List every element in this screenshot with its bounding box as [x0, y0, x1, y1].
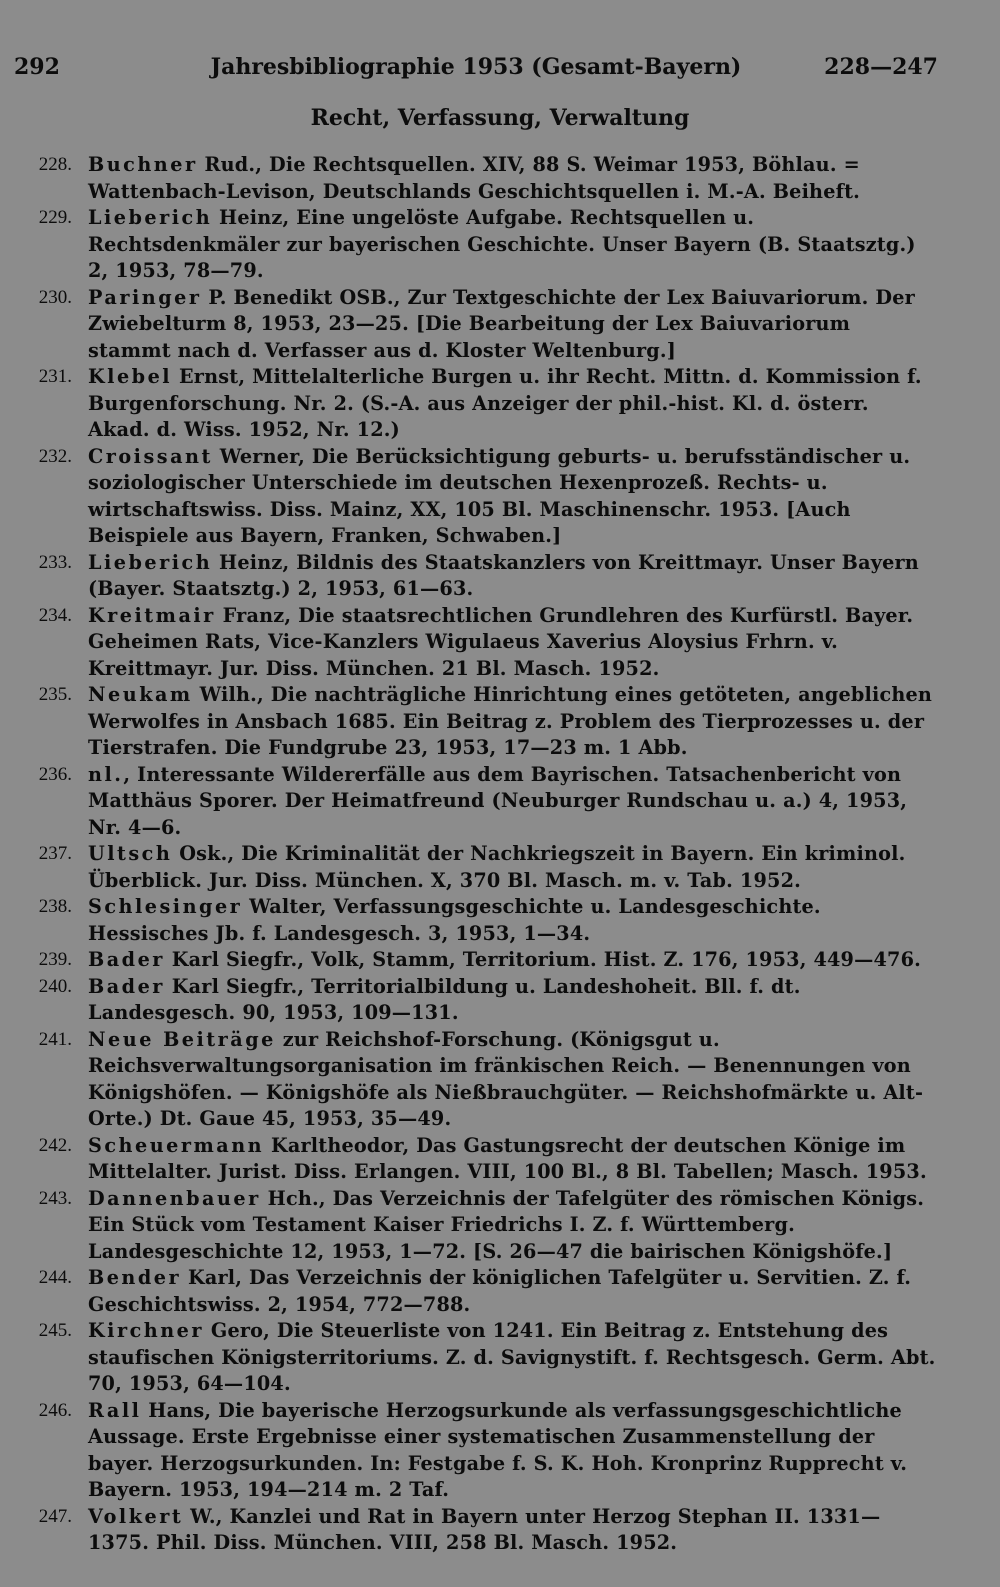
entry-body — [88, 1187, 924, 1263]
entry-body — [88, 206, 916, 282]
entry-author: Bader — [88, 948, 165, 971]
entry-author: Dannenbauer — [88, 1186, 261, 1210]
entry-body — [88, 1505, 880, 1555]
entry-body — [88, 153, 860, 203]
bibliography-entry — [24, 682, 936, 762]
entry-body — [88, 975, 801, 1025]
bibliography-entry — [24, 444, 936, 550]
entry-author: Schlesinger — [88, 895, 243, 918]
entry-author: Croissant — [88, 444, 213, 468]
bibliography-entry — [24, 152, 936, 205]
entry-citation: P. Benedikt OSB., Zur Textgeschichte der Lex Baiuvariorum. Der Zwiebelturm 8, 1953, 23—25. [Die Bearbeitung der Lex Baiuvariorum stammt nach d. Verfasser aus d. Kloster Weltenburg.] — [88, 285, 915, 362]
bibliography-entry — [24, 974, 936, 1027]
entry-body — [88, 1399, 907, 1502]
entry-author: Neukam — [88, 683, 193, 706]
entry-citation: , Interessante Wildererfälle aus dem Bayrischen. Tatsachenbericht von Matthäus Sporer. Der Heimatfreund (Neuburger Rundschau u. a.) 4, 1953, Nr. 4—6. — [88, 762, 908, 839]
bibliography-entry — [24, 1186, 936, 1266]
entry-body — [88, 1028, 923, 1131]
bibliography-entry — [24, 1133, 936, 1186]
entry-body — [88, 365, 922, 441]
entry-author: Lieberich — [88, 550, 213, 574]
entry-body — [88, 842, 906, 892]
entry-range: 228—247 — [824, 54, 938, 80]
entry-body — [88, 1266, 911, 1316]
entry-number: 228. — [38, 154, 72, 175]
entry-citation: Karltheodor, Das Gastungsrecht der deutschen Könige im Mittelalter. Jurist. Diss. Erlangen. VIII, 100 Bl., 8 Bl. Tabellen; Masch. 1953. — [88, 1133, 927, 1183]
entry-citation: Osk., Die Kriminalität der Nachkriegszeit in Bayern. Ein kriminol. Überblick. Jur. Diss. München. X, 370 Bl. Masch. m. v. Tab. 1952. — [88, 842, 906, 892]
bibliography-entry — [24, 1504, 936, 1557]
entry-author: Klebel — [88, 365, 173, 388]
entry-author: Paringer — [88, 285, 202, 309]
entry-citation: Karl Siegfr., Territorialbildung u. Landeshoheit. Bll. f. dt. Landesgesch. 90, 1953, 109—131. — [88, 974, 801, 1024]
bibliography-entry — [24, 1027, 936, 1133]
bibliography-entry — [24, 1398, 936, 1504]
entry-author: Rall — [88, 1398, 142, 1422]
entry-number: 232. — [38, 445, 72, 467]
entry-citation: Rud., Die Rechtsquellen. XIV, 88 S. Weimar 1953, Böhlau. = Wattenbach-Levison, Deutschlands Geschichtsquellen i. M.-A. Beiheft. — [88, 153, 861, 203]
entry-citation: W., Kanzlei und Rat in Bayern unter Herzog Stephan II. 1331—1375. Phil. Diss. München. VIII, 258 Bl. Masch. 1952. — [88, 1504, 881, 1554]
entry-citation: Gero, Die Steuerliste von 1241. Ein Beitrag z. Entstehung des staufischen Königsterritoriums. Z. d. Savignystift. f. Rechtsgesch. Germ. Abt. 70, 1953, 64—104. — [88, 1319, 936, 1395]
entry-citation: Werner, Die Berücksichtigung geburts- u. berufsständischer u. soziologischer Unterschiede im deutschen Hexenprozeß. Rechts- u. wirtschaftswiss. Diss. Mainz, XX, 105 Bl. Maschinenschr. 1953. [Auch Beispiele aus Bayern, Franken, Schwaben.] — [88, 444, 911, 547]
entry-number: 234. — [38, 604, 72, 626]
entry-citation: Heinz, Eine ungelöste Aufgabe. Rechtsquellen u. Rechtsdenkmäler zur bayerischen Geschichte. Unser Bayern (B. Staatsztg.) 2, 1953, 78—79. — [88, 206, 916, 282]
entry-number: 246. — [38, 1399, 72, 1421]
entry-number: 231. — [38, 366, 72, 387]
entry-author: Bader — [88, 974, 165, 998]
entry-author: Buchner — [88, 153, 198, 176]
entry-citation: Karl Siegfr., Volk, Stamm, Territorium. Hist. Z. 176, 1953, 449—476. — [164, 948, 922, 971]
entry-body — [88, 1134, 927, 1184]
entry-author: Volkert — [88, 1504, 184, 1528]
entry-author: Bender — [88, 1266, 182, 1289]
page-number: 292 — [14, 54, 60, 80]
entry-body — [88, 1319, 936, 1395]
bibliography-entry — [24, 762, 936, 842]
bibliography-entry — [24, 603, 936, 683]
entry-number: 245. — [38, 1320, 72, 1341]
entry-author: Lieberich — [88, 206, 213, 229]
entry-body — [88, 604, 913, 680]
entry-number: 235. — [38, 684, 72, 705]
running-title: Jahresbibliographie 1953 (Gesamt-Bayern) — [210, 54, 742, 80]
entry-number: 237. — [38, 843, 72, 864]
entry-number: 233. — [38, 551, 72, 573]
entry-author: Neue Beiträge — [88, 1027, 276, 1051]
bibliography-entry — [24, 1265, 936, 1318]
entry-number: 239. — [38, 949, 72, 970]
entry-author: Scheuermann — [88, 1133, 265, 1157]
entry-body — [88, 683, 932, 759]
entry-citation: Hans, Die bayerische Herzogsurkunde als verfassungsgeschichtliche Aussage. Erste Ergebnisse einer systematischen Zusammenstellung der bayer. Herzogsurkunden. In: Festgabe f. S. K. Hoh. Kronprinz Rupprecht v. Bayern. 1953, 194—214 m. 2 Taf. — [88, 1398, 908, 1501]
entry-citation: Walter, Verfassungsgeschichte u. Landesgeschichte. Hessisches Jb. f. Landesgesch. 3, 1953, 1—34. — [88, 895, 821, 945]
entry-body — [88, 286, 915, 362]
running-head — [14, 50, 938, 84]
entry-body — [88, 445, 910, 548]
entry-citation: Heinz, Bildnis des Staatskanzlers von Kreittmayr. Unser Bayern (Bayer. Staatsztg.) 2, 1953, 61—63. — [88, 550, 919, 600]
entry-author: nl. — [88, 762, 124, 786]
entry-citation: Hch., Das Verzeichnis der Tafelgüter des römischen Königs. Ein Stück vom Testament Kaiser Friedrichs I. Z. f. Württemberg. Landesgeschichte 12, 1953, 1—72. [S. 26—47 die bairischen Königshöfe.] — [88, 1186, 925, 1263]
bibliography-entry — [24, 947, 936, 974]
bibliography-entry — [24, 364, 936, 444]
bibliography-entry — [24, 894, 936, 947]
entry-number: 244. — [38, 1267, 72, 1288]
entry-number: 240. — [38, 975, 72, 997]
entry-number: 241. — [38, 1028, 72, 1050]
bibliography-entry — [24, 285, 936, 365]
entry-number: 238. — [38, 896, 72, 917]
bibliography-entry — [24, 550, 936, 603]
entry-citation: Wilh., Die nachträgliche Hinrichtung eines getöteten, angeblichen Werwolfes in Ansbach 1685. Ein Beitrag z. Problem des Tierprozesses u. der Tierstrafen. Die Fundgrube 23, 1953, 17—23 m. 1 Abb. — [88, 683, 933, 759]
entry-author: Kirchner — [88, 1319, 204, 1342]
entry-author: Ultsch — [88, 842, 173, 865]
entry-body — [88, 948, 921, 971]
bibliography-entry — [24, 1318, 936, 1398]
entry-number: 242. — [38, 1134, 72, 1156]
entry-number: 236. — [38, 763, 72, 785]
bibliography-entry — [24, 841, 936, 894]
entry-body — [88, 551, 919, 601]
entry-number: 243. — [38, 1187, 72, 1209]
entry-citation: zur Reichshof-Forschung. (Königsgut u. Reichsverwaltungsorganisation im fränkischen Reich. — Benennungen von Königshöfen. — Königshöfe als Nießbrauchgüter. — Reichshofmärkte u. Alt-Orte.) Dt. Gaue 45, 1953, 35—49. — [88, 1027, 924, 1130]
entry-body — [88, 895, 821, 945]
section-title: Recht, Verfassung, Verwaltung — [310, 105, 690, 131]
bibliography-entry — [24, 205, 936, 285]
entry-number: 229. — [38, 207, 72, 228]
bibliography-list — [24, 152, 936, 1557]
entry-number: 230. — [38, 286, 72, 308]
entry-body — [88, 763, 907, 839]
entry-citation: Franz, Die staatsrechtlichen Grundlehren des Kurfürstl. Bayer. Geheimen Rats, Vice-Kanzlers Wigulaeus Xaverius Aloysius Frhrn. v. Kreittmayr. Jur. Diss. München. 21 Bl. Masch. 1952. — [88, 603, 914, 680]
entry-citation: Karl, Das Verzeichnis der königlichen Tafelgüter u. Servitien. Z. f. Geschichtswiss. 2, 1954, 772—788. — [88, 1266, 912, 1316]
entry-author: Kreitmair — [88, 603, 216, 627]
entry-citation: Ernst, Mittelalterliche Burgen u. ihr Recht. Mittn. d. Kommission f. Burgenforschung. Nr. 2. (S.-A. aus Anzeiger der phil.-hist. Kl. d. österr. Akad. d. Wiss. 1952, Nr. 12.) — [88, 365, 922, 441]
entry-number: 247. — [38, 1505, 72, 1527]
